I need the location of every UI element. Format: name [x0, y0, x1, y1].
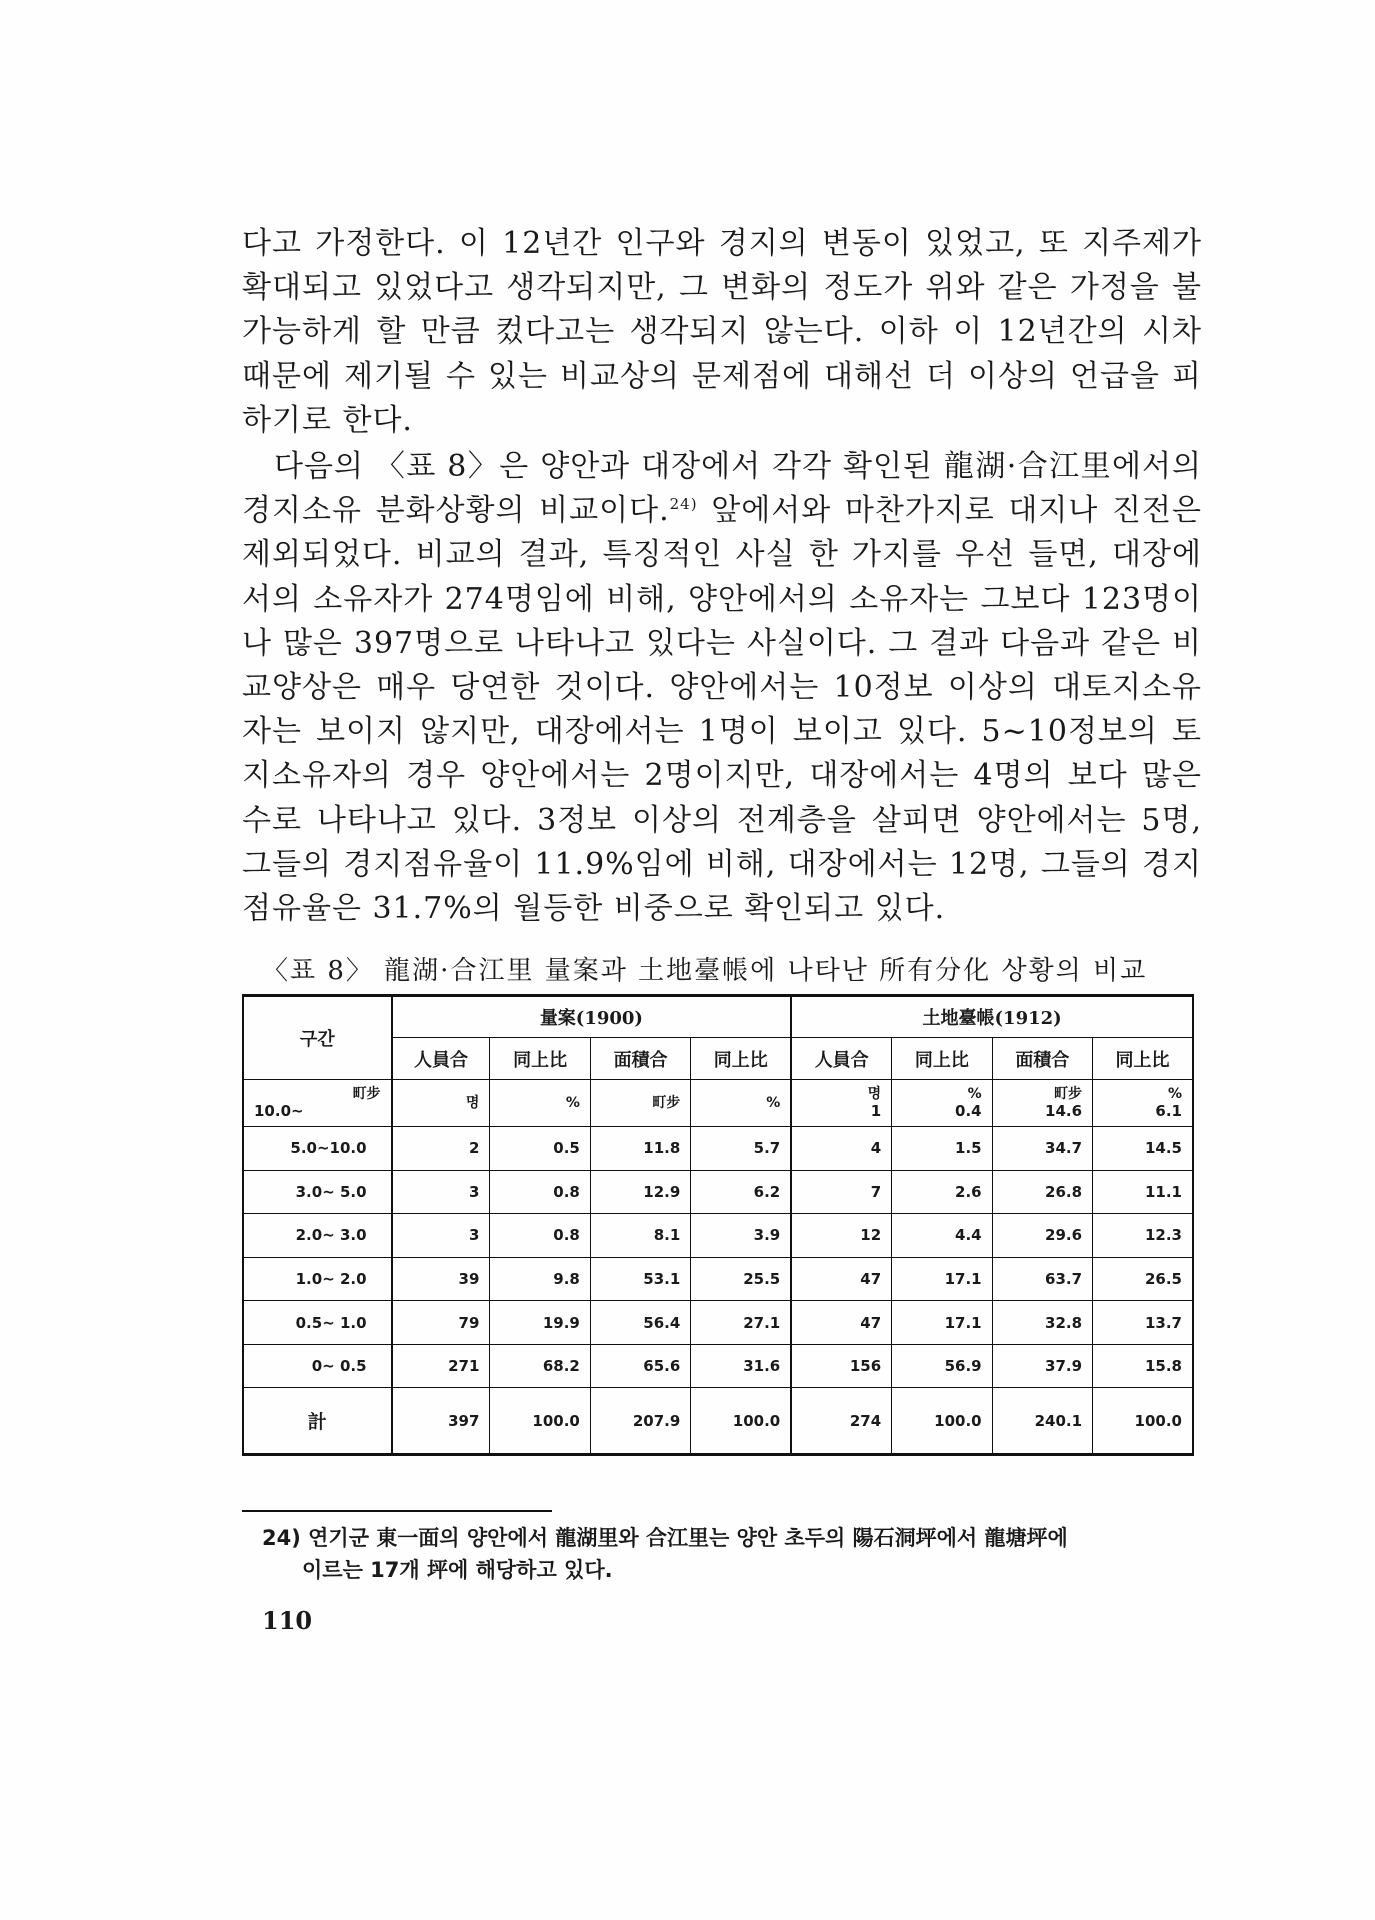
data-cell: 26.5 — [1093, 1257, 1193, 1301]
data-cell: 6.2 — [691, 1170, 791, 1214]
data-cell: 39 — [392, 1257, 490, 1301]
data-cell: 5.7 — [691, 1127, 791, 1171]
data-cell: 63.7 — [992, 1257, 1092, 1301]
total-cell: 100.0 — [490, 1388, 590, 1455]
total-cell: 100.0 — [691, 1388, 791, 1455]
range-header: 구간 — [243, 996, 392, 1080]
paragraph-2-continued: 앞에서와 마찬가지로 대지나 진전은 제외되었다. 비교의 결과, 특징적인 사실 한 가지를 우선 들면, 대장에서의 소유자가 274명임에 비해, 양안에서의 소유자는 그보다 123명이나 많은 397명으로 나타나고 있다는 사실이다. 그 결과 다음과 같은 비교양상은 매우 당연한 것이다. 양안에서는 10정보 이상의 대토지소유자는 보이지 않지만, 대장에서는 1명이 보이고 있다. 5~10정보의 토지소유자의 경우 양안에서는 2명이지만, 대장에서는 4명의 보다 많은 수로 나타나고 있다. 3정보 이상의 전계층을 살피면 양안에서는 5명, 그들의 경지점유율이 11.9%임에 비해, 대장에서는 12명, 그들의 경지점유율은 31.7%의 월등한 비중으로 확인되고 있다. — [242, 493, 1202, 927]
group-header-row — [243, 996, 1193, 1038]
footnote-reference[interactable]: 24) — [669, 495, 698, 514]
table-row — [243, 1257, 1193, 1301]
data-cell: 명 1 — [791, 1080, 891, 1127]
footnote-divider — [242, 1510, 552, 1512]
data-cell: 3 — [392, 1170, 490, 1214]
data-cell: 47 — [791, 1301, 891, 1345]
unit-label: 町步 — [652, 1095, 681, 1111]
table-row — [243, 1344, 1193, 1388]
col-header-area-pct: 同上比 — [691, 1038, 791, 1080]
data-cell: 17.1 — [892, 1257, 992, 1301]
range-cell: 5.0~10.0 — [243, 1127, 392, 1171]
paragraph-2-text: 다음의 〈표 8〉은 양안과 대장에서 각각 확인된 龍湖·合江里에서의 경지소유 분화상황의 비교이다. — [242, 449, 1202, 529]
unit-label: % — [565, 1095, 580, 1111]
table-row — [243, 1080, 1193, 1127]
comparison-table — [242, 994, 1194, 1456]
range-cell — [243, 1080, 392, 1127]
data-cell — [691, 1080, 791, 1127]
col-header-persons: 人員合 — [791, 1038, 891, 1080]
data-cell: 271 — [392, 1344, 490, 1388]
range-cell: 0~ 0.5 — [243, 1344, 392, 1388]
data-cell: 9.8 — [490, 1257, 590, 1301]
table-row — [243, 1127, 1193, 1171]
data-cell: 12 — [791, 1214, 891, 1258]
data-cell: 11.8 — [590, 1127, 690, 1171]
unit-label: % — [1167, 1086, 1182, 1102]
footnote — [262, 1522, 1202, 1586]
page-number: 110 — [262, 1606, 313, 1635]
unit-label: % — [766, 1095, 781, 1111]
data-cell: 4.4 — [892, 1214, 992, 1258]
range-cell: 3.0~ 5.0 — [243, 1170, 392, 1214]
data-cell: 156 — [791, 1344, 891, 1388]
unit-label: 町步 — [1054, 1086, 1083, 1102]
data-cell: 0.8 — [490, 1170, 590, 1214]
data-cell: 32.8 — [992, 1301, 1092, 1345]
total-row — [243, 1388, 1193, 1455]
total-cell: 100.0 — [1093, 1388, 1193, 1455]
total-cell: 100.0 — [892, 1388, 992, 1455]
unit-label: 명 — [465, 1095, 480, 1111]
total-cell: 207.9 — [590, 1388, 690, 1455]
data-cell: 11.1 — [1093, 1170, 1193, 1214]
group-header-daejang: 土地臺帳(1912) — [791, 996, 1193, 1038]
data-cell: 47 — [791, 1257, 891, 1301]
data-cell: 2.6 — [892, 1170, 992, 1214]
data-cell: 37.9 — [992, 1344, 1092, 1388]
data-cell: 3.9 — [691, 1214, 791, 1258]
table-row — [243, 1214, 1193, 1258]
group-header-ryangan: 量案(1900) — [392, 996, 792, 1038]
data-cell: 29.6 — [992, 1214, 1092, 1258]
data-cell: 53.1 — [590, 1257, 690, 1301]
range-cell: 0.5~ 1.0 — [243, 1301, 392, 1345]
data-cell: 13.7 — [1093, 1301, 1193, 1345]
data-cell: 12.3 — [1093, 1214, 1193, 1258]
data-cell — [490, 1080, 590, 1127]
data-cell: 31.6 — [691, 1344, 791, 1388]
unit-label: 町步 — [352, 1086, 381, 1102]
col-header-persons: 人員合 — [392, 1038, 490, 1080]
data-cell — [392, 1080, 490, 1127]
data-cell: 34.7 — [992, 1127, 1092, 1171]
data-cell: 2 — [392, 1127, 490, 1171]
total-cell: 397 — [392, 1388, 490, 1455]
col-header-area: 面積合 — [992, 1038, 1092, 1080]
data-cell: 0.5 — [490, 1127, 590, 1171]
data-cell — [590, 1080, 690, 1127]
paragraph-2 — [242, 445, 1202, 931]
data-cell: 12.9 — [590, 1170, 690, 1214]
table-row — [243, 1301, 1193, 1345]
total-label: 計 — [243, 1388, 392, 1455]
data-cell: 3 — [392, 1214, 490, 1258]
table-row — [243, 1170, 1193, 1214]
data-cell: 町步 14.6 — [992, 1080, 1092, 1127]
data-cell: % 0.4 — [892, 1080, 992, 1127]
data-cell: 4 — [791, 1127, 891, 1171]
data-cell: 56.9 — [892, 1344, 992, 1388]
unit-label: 명 — [867, 1086, 882, 1102]
data-cell: 19.9 — [490, 1301, 590, 1345]
range-value: 10.0~ — [254, 1102, 304, 1120]
col-header-persons-pct: 同上比 — [892, 1038, 992, 1080]
col-header-area-pct: 同上比 — [1093, 1038, 1193, 1080]
data-cell: 68.2 — [490, 1344, 590, 1388]
footnote-line-2: 이르는 17개 坪에 해당하고 있다. — [302, 1558, 613, 1582]
body-text — [242, 222, 1202, 931]
data-cell: 27.1 — [691, 1301, 791, 1345]
data-cell: 26.8 — [992, 1170, 1092, 1214]
col-header-persons-pct: 同上比 — [490, 1038, 590, 1080]
data-cell: 7 — [791, 1170, 891, 1214]
data-cell: 17.1 — [892, 1301, 992, 1345]
data-cell: 8.1 — [590, 1214, 690, 1258]
range-cell: 2.0~ 3.0 — [243, 1214, 392, 1258]
range-cell: 1.0~ 2.0 — [243, 1257, 392, 1301]
data-cell: % 6.1 — [1093, 1080, 1193, 1127]
data-cell: 15.8 — [1093, 1344, 1193, 1388]
data-cell: 14.5 — [1093, 1127, 1193, 1171]
data-cell: 0.8 — [490, 1214, 590, 1258]
total-cell: 240.1 — [992, 1388, 1092, 1455]
col-header-area: 面積合 — [590, 1038, 690, 1080]
paragraph-1: 다고 가정한다. 이 12년간 인구와 경지의 변동이 있었고, 또 지주제가 확대되고 있었다고 생각되지만, 그 변화의 정도가 위와 같은 가정을 불가능하게 할 만큼 컸다고는 생각되지 않는다. 이하 이 12년간의 시차 때문에 제기될 수 있는 비교상의 문제점에 대해선 더 이상의 언급을 피하기로 한다. — [242, 226, 1202, 438]
total-cell: 274 — [791, 1388, 891, 1455]
unit-label: % — [967, 1086, 982, 1102]
data-cell: 1.5 — [892, 1127, 992, 1171]
data-cell: 65.6 — [590, 1344, 690, 1388]
data-cell: 79 — [392, 1301, 490, 1345]
footnote-line-1: 24) 연기군 東一面의 양안에서 龍湖里와 合江里는 양안 초두의 陽石洞坪에서 龍塘坪에 — [262, 1526, 1068, 1550]
data-cell: 56.4 — [590, 1301, 690, 1345]
data-cell: 25.5 — [691, 1257, 791, 1301]
table-caption: 〈표 8〉 龍湖·合江里 量案과 土地臺帳에 나타난 所有分化 상황의 비교 — [262, 956, 1148, 986]
